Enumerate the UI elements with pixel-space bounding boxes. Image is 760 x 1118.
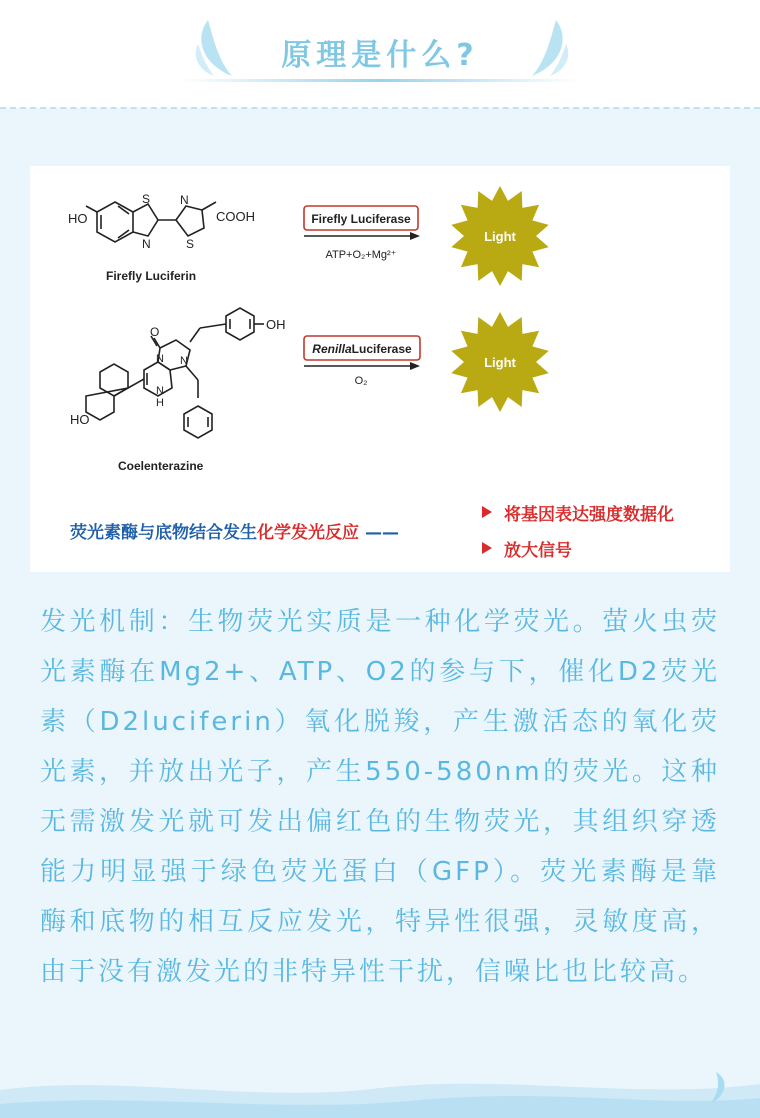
renilla-luciferase-label	[312, 342, 412, 356]
coelenterazine-n-label-3: N	[156, 385, 164, 397]
luciferase-part: Luciferase	[351, 342, 412, 356]
coelenterazine-n-label-2: N	[180, 355, 188, 367]
summary-bullet-1: 将基因表达强度数据化	[504, 505, 674, 525]
firefly-n-label-2: N	[180, 193, 189, 207]
reaction-diagram	[30, 166, 730, 572]
light-label-2: Light	[484, 355, 516, 370]
bullet-arrow-icon-2	[482, 542, 492, 554]
reaction2-cofactors: O₂	[354, 375, 368, 387]
coelenterazine-ho-label: HO	[70, 412, 90, 427]
page-title: 原理是什么?	[281, 38, 479, 73]
firefly-luciferase-label: Firefly Luciferase	[311, 212, 411, 226]
summary-highlight: 化学发光反应	[257, 523, 359, 543]
firefly-ho-label: HO	[68, 211, 88, 226]
reaction2-arrowhead-icon	[410, 362, 420, 370]
coelenterazine-oh-label: OH	[266, 317, 286, 332]
light-label-1: Light	[484, 229, 516, 244]
firefly-cooh-label: COOH	[216, 209, 255, 224]
dashed-divider	[0, 107, 760, 109]
firefly-s-label-2: S	[186, 237, 195, 251]
firefly-luciferin-structure	[86, 202, 216, 242]
mechanism-description: 发光机制：生物荧光实质是一种化学荧光。萤火虫荧光素酶在Mg2+、ATP、O2的参与下，催化D2荧光素（D2luciferin）氧化脱羧，产生激活态的氧化荧光素，并放出光子，产生550-580nm的荧光。这种无需激发光就可发出偏红色的生物荧光，其组织穿透能力明显强于绿色荧光蛋白（GFP）。荧光素酶是靠酶和底物的相互反应发光，特异性很强，灵敏度高，由于没有激发光的非特异性干扰，信噪比也比较高。	[40, 607, 720, 987]
reaction1-cofactors: ATP+O₂+Mg²⁺	[325, 249, 397, 261]
renilla-italic-part: Renilla	[312, 342, 352, 356]
coelenterazine-n-label-1: N	[156, 353, 164, 365]
coelenterazine-label: Coelenterazine	[118, 459, 204, 473]
reaction1-arrowhead-icon	[410, 232, 420, 240]
coelenterazine-h-label: H	[156, 397, 164, 409]
summary-statement	[70, 522, 399, 543]
bullet-arrow-icon-1	[482, 506, 492, 518]
bottom-wave-decoration-icon	[0, 1070, 760, 1118]
firefly-n-label-1: N	[142, 237, 151, 251]
summary-dash: ——	[365, 523, 399, 543]
summary-prefix: 荧光素酶与底物结合发生	[70, 523, 257, 543]
firefly-s-label-1: S	[142, 192, 151, 206]
summary-bullet-2: 放大信号	[504, 541, 572, 561]
coelenterazine-o-label: O	[150, 325, 160, 339]
title-underline	[180, 79, 580, 82]
luciferase-reaction-figure	[30, 166, 730, 572]
coelenterazine-structure	[86, 308, 264, 438]
firefly-luciferin-label: Firefly Luciferin	[106, 269, 197, 283]
